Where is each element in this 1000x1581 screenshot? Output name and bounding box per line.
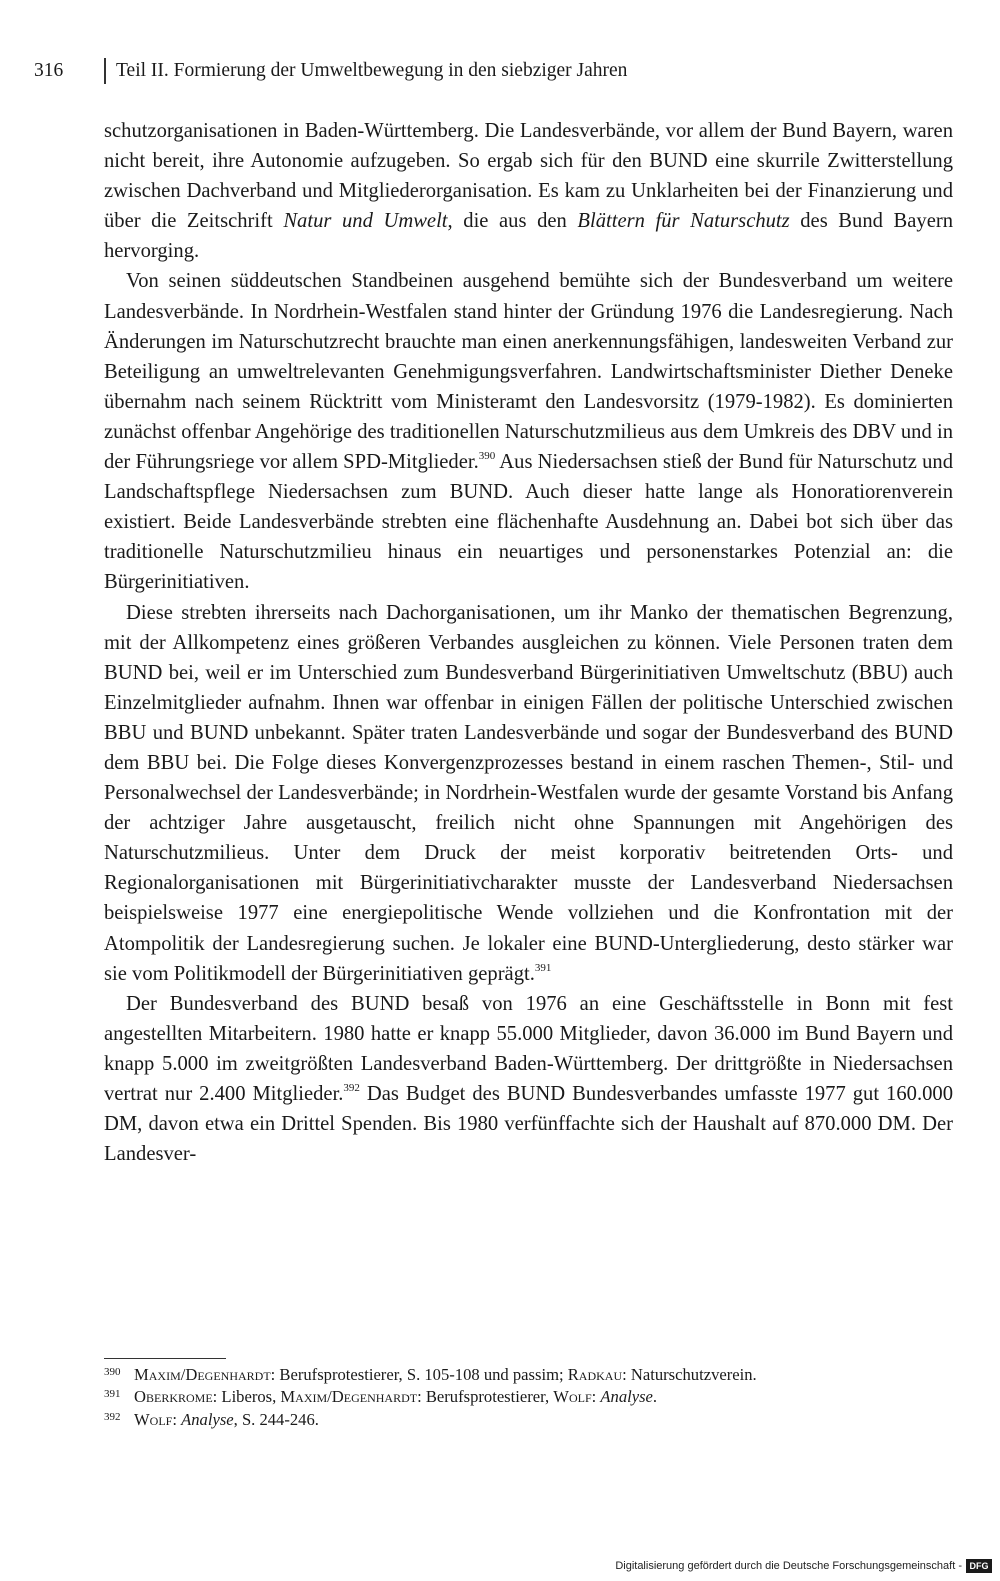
page-header [34, 58, 964, 88]
paragraph-1: schutzorganisationen in Baden-Württemberg. Die Landesverbände, vor allem der Bund Bayern, waren nicht bereit, ihre Autonomie aufzugeben. So ergab sich für den BUND eine skurrile Zwitterstellung zwischen Dachverband und Mitgliederorganisation. Es kam zu Unklarheiten bei der Finanzierung und über die Zeitschrift Natur und Umwelt, die aus den Blättern für Naturschutz des Bund Bayern hervorging. [104, 120, 953, 263]
paragraph-3: Diese strebten ihrerseits nach Dachorganisationen, um ihr Manko der thematischen Begrenzung, mit der Allkompetenz eines größeren Verbandes ausgleichen zu können. Viele Personen traten dem BUND bei, weil er im Unterschied zum Bundesverband Bürgerinitiativen Umweltschutz (BBU) auch Einzelmitglieder aufnahm. Ihnen war offenbar in einigen Fällen der politische Unterschied zwischen BBU und BUND unbekannt. Später traten Landesverbände und sogar der Bundesverband des BUND dem BBU bei. Die Folge dieses Konvergenzprozesses bestand in einem raschen Themen-, Stil- und Personalwechsel der Landesverbände; in Nordrhein-Westfalen wurde der gesamte Vorstand bis Anfang der achtziger Jahre ausgetauscht, freilich nicht ohne Spannungen mit Angehörigen des Naturschutzmilieus. Unter dem Druck der meist korporativ beitretenden Orts- und Regionalorganisationen mit Bürgerinitiativcharakter musste der Landesverband Niedersachsen beispielsweise 1977 eine energiepolitische Wende vollziehen und die Konfrontation mit der Atompolitik der Landesregierung suchen. Je lokaler eine BUND-Untergliederung, desto stärker war sie vom Politikmodell der Bürgerinitiativen geprägt.$^{391}$ [104, 601, 953, 985]
footnote-marker: 392 [343, 1082, 360, 1094]
footnote-marker: 391 [534, 961, 552, 974]
body-text [104, 116, 953, 1169]
footnote-number: 392 [104, 1410, 121, 1423]
dfg-logo: DFG [966, 1559, 992, 1573]
footnote-number: 391 [104, 1388, 121, 1401]
footnotes [104, 1364, 964, 1431]
paragraph-4: Der Bundesverband des BUND besaß von 1976 an eine Geschäftsstelle in Bonn mit fest angestellten Mitarbeitern. 1980 hatte er knapp 55.000 Mitglieder, davon 36.000 im Bund Bayern und knapp 5.000 im zweitgrößten Landesverband Baden-Württemberg. Der drittgrößte in Niedersachsen vertrat nur 2.400 Mitglieder.$^{392}$ Das Budget des BUND Bundesverbandes umfasste 1977 gut 160.000 DM, davon etwa ein Drittel Spenden. Bis 1980 verfünffachte sich der Haushalt auf 870.000 DM. Der Landesver- [104, 992, 953, 1166]
running-title: Teil II. Formierung der Umweltbewegung in den siebziger Jahren [116, 60, 628, 81]
footnote-391: 391 Oberkrome: Liberos, Maxim/Degenhardt: Berufsprotestierer, Wolf: Analyse. [104, 1387, 658, 1407]
footnote-390: 390 Maxim/Degenhardt: Berufsprotestierer, S. 105-108 und passim; Radkau: Naturschutzverein. [104, 1365, 757, 1384]
footnote-392: 392 Wolf: Analyse, S. 244-246. [104, 1409, 319, 1429]
journal-title: Natur und Umwelt [283, 210, 448, 233]
footer-text: Digitalisierung gefördert durch die Deutsche Forschungsgemeinschaft - [615, 1560, 962, 1572]
footnote-number: 390 [104, 1366, 121, 1378]
journal-title: Blättern für Naturschutz [577, 210, 790, 233]
footnote-marker: 390 [478, 450, 496, 463]
digitization-footer [615, 1557, 992, 1575]
paragraph-2: Von seinen süddeutschen Standbeinen ausgehend bemühte sich der Bundesverband um weitere Landesverbände. In Nordrhein-Westfalen stand hinter der Gründung 1976 die Landesregierung. Nach Änderungen im Naturschutzrecht brauchte man einen anerkennungsfähigen, landesweiten Verband zur Beteiligung an umweltrelevanten Genehmigungsverfahren. Landwirtschaftsminister Diether Deneke übernahm nach seinem Rücktritt vom Ministeramt den Landesvorsitz (1979-1982). Es dominierten zunächst offenbar Angehörige des traditionellen Naturschutzmilieus aus dem Umkreis des DBV und in der Führungsriege vor allem SPD-Mitglieder.$^{390}$ Aus Niedersachsen stieß der Bund für Naturschutz und Landschaftspflege Niedersachsen zum BUND. Auch dieser hatte lange als Honoratiorenverein existiert. Beide Landesverbände strebten eine flächenhafte Ausdehnung an. Dabei bot sich über das traditionelle Naturschutzmilieu hinaus ein neuartiges und personenstarkes Potenzial an: die Bürgerinitiativen. [104, 270, 953, 594]
header-divider [104, 58, 106, 84]
page-number: 316 [34, 60, 64, 81]
footnote-divider [104, 1358, 226, 1359]
